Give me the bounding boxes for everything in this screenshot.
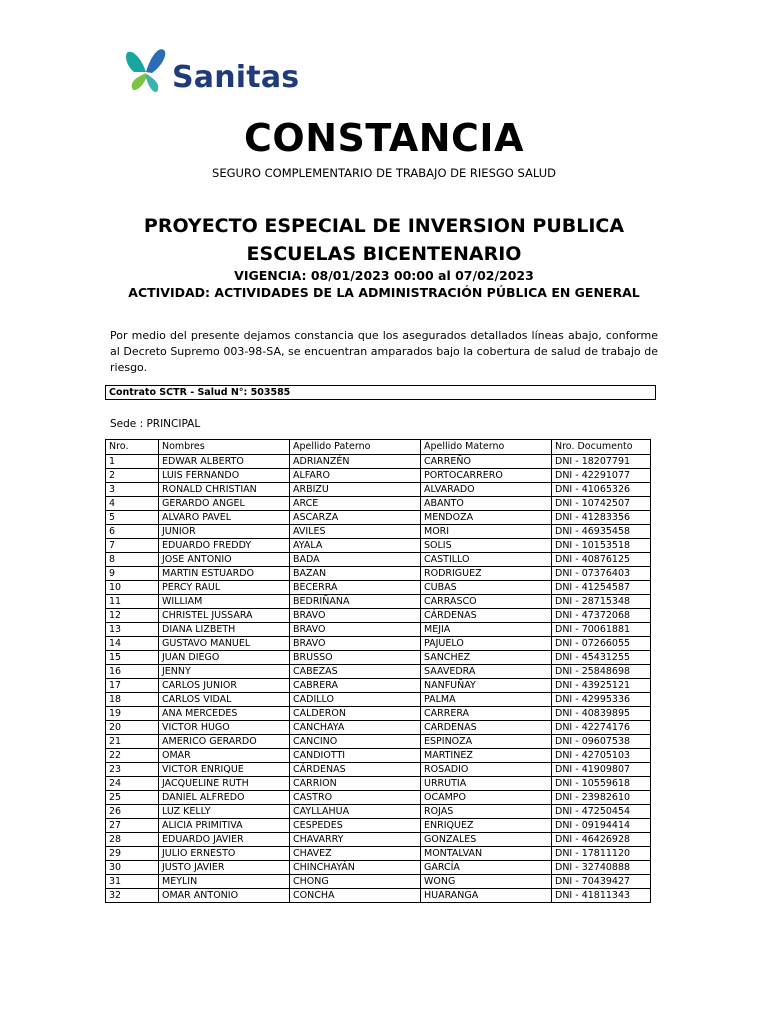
cell-nombres: EDUARDO FREDDY bbox=[159, 539, 290, 553]
cell-nombres: DIANA LIZBETH bbox=[159, 623, 290, 637]
cell-apellido-materno: CASTILLO bbox=[421, 553, 552, 567]
table-row bbox=[106, 581, 651, 595]
cell-apellido-materno: ENRIQUEZ bbox=[421, 819, 552, 833]
cell-nombres: CARLOS JUNIOR bbox=[159, 679, 290, 693]
cell-documento: DNI - 41283356 bbox=[552, 511, 651, 525]
cell-apellido-materno: ABANTO bbox=[421, 497, 552, 511]
cell-apellido-materno: CUBAS bbox=[421, 581, 552, 595]
cell-documento: DNI - 42274176 bbox=[552, 721, 651, 735]
cell-nro: 17 bbox=[106, 679, 159, 693]
cell-apellido-paterno: CHINCHAYÁN bbox=[290, 861, 421, 875]
table-row bbox=[106, 805, 651, 819]
cell-apellido-paterno: CANCINO bbox=[290, 735, 421, 749]
cell-documento: DNI - 42705103 bbox=[552, 749, 651, 763]
cell-nombres: LUZ KELLY bbox=[159, 805, 290, 819]
cell-documento: DNI - 70439427 bbox=[552, 875, 651, 889]
cell-apellido-paterno: CAYLLAHUA bbox=[290, 805, 421, 819]
table-row bbox=[106, 847, 651, 861]
table-row bbox=[106, 511, 651, 525]
cell-apellido-materno: WONG bbox=[421, 875, 552, 889]
cell-apellido-paterno: BECERRA bbox=[290, 581, 421, 595]
cell-documento: DNI - 32740888 bbox=[552, 861, 651, 875]
cell-nombres: JACQUELINE RUTH bbox=[159, 777, 290, 791]
cell-documento: DNI - 23982610 bbox=[552, 791, 651, 805]
cell-apellido-paterno: BAZAN bbox=[290, 567, 421, 581]
cell-apellido-materno: CARREÑO bbox=[421, 455, 552, 469]
cell-apellido-paterno: CARRION bbox=[290, 777, 421, 791]
table-row bbox=[106, 637, 651, 651]
cell-apellido-paterno: ADRIANZÉN bbox=[290, 455, 421, 469]
cell-apellido-paterno: CABRERA bbox=[290, 679, 421, 693]
table-row bbox=[106, 791, 651, 805]
cell-apellido-materno: CARRERA bbox=[421, 707, 552, 721]
cell-documento: DNI - 07266055 bbox=[552, 637, 651, 651]
cell-apellido-materno: MEJIA bbox=[421, 623, 552, 637]
cell-documento: DNI - 10153518 bbox=[552, 539, 651, 553]
header-nro-documento: Nro. Documento bbox=[552, 440, 651, 455]
table-header-row bbox=[106, 440, 651, 455]
cell-nombres: MEYLIN bbox=[159, 875, 290, 889]
table-row bbox=[106, 609, 651, 623]
cell-nombres: JULIO ERNESTO bbox=[159, 847, 290, 861]
table-row bbox=[106, 553, 651, 567]
cell-nombres: ALICIA PRIMITIVA bbox=[159, 819, 290, 833]
cell-nro: 14 bbox=[106, 637, 159, 651]
table-row bbox=[106, 497, 651, 511]
cell-apellido-materno: ROJAS bbox=[421, 805, 552, 819]
cell-apellido-materno: OCAMPO bbox=[421, 791, 552, 805]
cell-nro: 20 bbox=[106, 721, 159, 735]
table-row bbox=[106, 693, 651, 707]
cell-documento: DNI - 47250454 bbox=[552, 805, 651, 819]
table-row bbox=[106, 483, 651, 497]
cell-documento: DNI - 25848698 bbox=[552, 665, 651, 679]
cell-documento: DNI - 28715348 bbox=[552, 595, 651, 609]
cell-nombres: OMAR bbox=[159, 749, 290, 763]
cell-nro: 11 bbox=[106, 595, 159, 609]
cell-apellido-materno: MONTALVAN bbox=[421, 847, 552, 861]
cell-apellido-paterno: BRAVO bbox=[290, 637, 421, 651]
table-row bbox=[106, 721, 651, 735]
table-row bbox=[106, 469, 651, 483]
table-row bbox=[106, 777, 651, 791]
cell-apellido-materno: HUARANGA bbox=[421, 889, 552, 903]
cell-nro: 24 bbox=[106, 777, 159, 791]
cell-apellido-paterno: CADILLO bbox=[290, 693, 421, 707]
cell-nombres: JUAN DIEGO bbox=[159, 651, 290, 665]
cell-nro: 23 bbox=[106, 763, 159, 777]
intro-paragraph: Por medio del presente dejamos constancia que los asegurados detallados líneas abajo, conforme al Decreto Supremo 003-98-SA, se encuentran amparados bajo la cobertura de salud de trabajo de riesgo. bbox=[110, 329, 658, 374]
butterfly-icon bbox=[124, 46, 168, 98]
table-row bbox=[106, 651, 651, 665]
table-row bbox=[106, 665, 651, 679]
cell-apellido-paterno: CHONG bbox=[290, 875, 421, 889]
cell-nro: 18 bbox=[106, 693, 159, 707]
cell-nro: 15 bbox=[106, 651, 159, 665]
cell-documento: DNI - 18207791 bbox=[552, 455, 651, 469]
cell-documento: DNI - 42995336 bbox=[552, 693, 651, 707]
cell-nro: 3 bbox=[106, 483, 159, 497]
sanitas-logo bbox=[124, 46, 300, 98]
cell-apellido-materno: ROSADIO bbox=[421, 763, 552, 777]
cell-documento: DNI - 17811120 bbox=[552, 847, 651, 861]
logo-text: Sanitas bbox=[172, 60, 300, 95]
cell-documento: DNI - 45431255 bbox=[552, 651, 651, 665]
cell-apellido-paterno: CANCHAYA bbox=[290, 721, 421, 735]
cell-nombres: VICTOR ENRIQUE bbox=[159, 763, 290, 777]
cell-nro: 7 bbox=[106, 539, 159, 553]
cell-apellido-paterno: BADA bbox=[290, 553, 421, 567]
cell-documento: DNI - 41254587 bbox=[552, 581, 651, 595]
cell-apellido-paterno: BRAVO bbox=[290, 609, 421, 623]
cell-documento: DNI - 41811343 bbox=[552, 889, 651, 903]
header-apellido-materno: Apellido Materno bbox=[421, 440, 552, 455]
cell-apellido-paterno: AVILES bbox=[290, 525, 421, 539]
cell-nro: 1 bbox=[106, 455, 159, 469]
cell-nombres: JOSE ANTONIO bbox=[159, 553, 290, 567]
cell-documento: DNI - 43925121 bbox=[552, 679, 651, 693]
cell-apellido-paterno: CONCHA bbox=[290, 889, 421, 903]
cell-nombres: JENNY bbox=[159, 665, 290, 679]
cell-nombres: CHRISTEL JUSSARA bbox=[159, 609, 290, 623]
cell-apellido-materno: URRUTIA bbox=[421, 777, 552, 791]
cell-nro: 8 bbox=[106, 553, 159, 567]
cell-nombres: LUIS FERNANDO bbox=[159, 469, 290, 483]
cell-nombres: AMERICO GERARDO bbox=[159, 735, 290, 749]
cell-apellido-materno: CÁRDENAS bbox=[421, 609, 552, 623]
cell-apellido-paterno: CALDERON bbox=[290, 707, 421, 721]
cell-apellido-paterno: ASCARZA bbox=[290, 511, 421, 525]
page-subtitle: SEGURO COMPLEMENTARIO DE TRABAJO DE RIESGO SALUD bbox=[212, 166, 556, 180]
cell-nombres: ANA MERCEDES bbox=[159, 707, 290, 721]
cell-apellido-materno: CARDENAS bbox=[421, 721, 552, 735]
table-row bbox=[106, 595, 651, 609]
cell-apellido-paterno: CHAVARRY bbox=[290, 833, 421, 847]
cell-nombres: RONALD CHRISTIAN bbox=[159, 483, 290, 497]
cell-documento: DNI - 09194414 bbox=[552, 819, 651, 833]
project-name: PROYECTO ESPECIAL DE INVERSION PUBLICA ESCUELAS BICENTENARIO bbox=[143, 215, 625, 265]
cell-apellido-paterno: ARCE bbox=[290, 497, 421, 511]
cell-documento: DNI - 47372068 bbox=[552, 609, 651, 623]
cell-nombres: JUNIOR bbox=[159, 525, 290, 539]
cell-nombres: GERARDO ANGEL bbox=[159, 497, 290, 511]
cell-nro: 2 bbox=[106, 469, 159, 483]
cell-nombres: WILLIAM bbox=[159, 595, 290, 609]
cell-apellido-materno: ESPINOZA bbox=[421, 735, 552, 749]
actividad-line: ACTIVIDAD: ACTIVIDADES DE LA ADMINISTRACIÓN PÚBLICA EN GENERAL bbox=[128, 285, 640, 300]
cell-apellido-paterno: BEDRIÑANA bbox=[290, 595, 421, 609]
cell-nombres: GUSTAVO MANUEL bbox=[159, 637, 290, 651]
cell-apellido-paterno: AYALA bbox=[290, 539, 421, 553]
cell-nombres: MARTIN ESTUARDO bbox=[159, 567, 290, 581]
table-row bbox=[106, 833, 651, 847]
table-row bbox=[106, 875, 651, 889]
cell-nro: 10 bbox=[106, 581, 159, 595]
cell-nombres: OMAR ANTONIO bbox=[159, 889, 290, 903]
cell-documento: DNI - 46935458 bbox=[552, 525, 651, 539]
table-body bbox=[106, 455, 651, 903]
cell-apellido-materno: MENDOZA bbox=[421, 511, 552, 525]
cell-apellido-paterno: CHAVEZ bbox=[290, 847, 421, 861]
cell-nombres: EDWAR ALBERTO bbox=[159, 455, 290, 469]
cell-nro: 12 bbox=[106, 609, 159, 623]
cell-apellido-paterno: CÁRDENAS bbox=[290, 763, 421, 777]
cell-apellido-paterno: BRUSSO bbox=[290, 651, 421, 665]
cell-nro: 16 bbox=[106, 665, 159, 679]
table-row bbox=[106, 567, 651, 581]
cell-nombres: VICTOR HUGO bbox=[159, 721, 290, 735]
cell-apellido-materno: ALVARADO bbox=[421, 483, 552, 497]
cell-nro: 6 bbox=[106, 525, 159, 539]
table-row bbox=[106, 539, 651, 553]
cell-nombres: CARLOS VIDAL bbox=[159, 693, 290, 707]
table-row bbox=[106, 525, 651, 539]
cell-apellido-materno: CARRASCO bbox=[421, 595, 552, 609]
cell-apellido-materno: NANFUÑAY bbox=[421, 679, 552, 693]
table-row bbox=[106, 749, 651, 763]
cell-apellido-paterno: ALFARO bbox=[290, 469, 421, 483]
cell-nro: 26 bbox=[106, 805, 159, 819]
table-row bbox=[106, 735, 651, 749]
contract-number-box: Contrato SCTR - Salud N°: 503585 bbox=[105, 385, 656, 400]
cell-nro: 21 bbox=[106, 735, 159, 749]
cell-apellido-materno: SOLIS bbox=[421, 539, 552, 553]
cell-apellido-materno: PAJUELO bbox=[421, 637, 552, 651]
header-nombres: Nombres bbox=[159, 440, 290, 455]
cell-nombres: JUSTO JAVIER bbox=[159, 861, 290, 875]
header-apellido-paterno: Apellido Paterno bbox=[290, 440, 421, 455]
cell-documento: DNI - 10559618 bbox=[552, 777, 651, 791]
cell-documento: DNI - 10742507 bbox=[552, 497, 651, 511]
cell-documento: DNI - 46426928 bbox=[552, 833, 651, 847]
sede-label: Sede : PRINCIPAL bbox=[110, 418, 201, 430]
table-row bbox=[106, 455, 651, 469]
cell-nro: 19 bbox=[106, 707, 159, 721]
cell-apellido-paterno: CASTRO bbox=[290, 791, 421, 805]
cell-documento: DNI - 09607538 bbox=[552, 735, 651, 749]
table-row bbox=[106, 623, 651, 637]
cell-apellido-materno: SAAVEDRA bbox=[421, 665, 552, 679]
cell-apellido-paterno: ARBIZU bbox=[290, 483, 421, 497]
cell-nro: 13 bbox=[106, 623, 159, 637]
cell-nro: 25 bbox=[106, 791, 159, 805]
table-row bbox=[106, 763, 651, 777]
header-nro: Nro. bbox=[106, 440, 159, 455]
cell-documento: DNI - 07376403 bbox=[552, 567, 651, 581]
cell-documento: DNI - 70061881 bbox=[552, 623, 651, 637]
cell-nro: 27 bbox=[106, 819, 159, 833]
table-row bbox=[106, 679, 651, 693]
cell-nombres: PERCY RAUL bbox=[159, 581, 290, 595]
cell-apellido-materno: MORI bbox=[421, 525, 552, 539]
cell-nro: 32 bbox=[106, 889, 159, 903]
cell-apellido-paterno: CABEZAS bbox=[290, 665, 421, 679]
table-row bbox=[106, 861, 651, 875]
cell-nombres: DANIEL ALFREDO bbox=[159, 791, 290, 805]
page-title: CONSTANCIA bbox=[244, 116, 524, 160]
cell-documento: DNI - 41065326 bbox=[552, 483, 651, 497]
table-row bbox=[106, 819, 651, 833]
cell-documento: DNI - 41909807 bbox=[552, 763, 651, 777]
cell-apellido-paterno: BRAVO bbox=[290, 623, 421, 637]
cell-documento: DNI - 42291077 bbox=[552, 469, 651, 483]
cell-apellido-materno: GARCÍA bbox=[421, 861, 552, 875]
cell-documento: DNI - 40839895 bbox=[552, 707, 651, 721]
cell-apellido-materno: PORTOCARRERO bbox=[421, 469, 552, 483]
table-row bbox=[106, 889, 651, 903]
vigencia-line: VIGENCIA: 08/01/2023 00:00 al 07/02/2023 bbox=[234, 268, 534, 283]
cell-apellido-materno: MARTINEZ bbox=[421, 749, 552, 763]
cell-apellido-materno: RODRIGUEZ bbox=[421, 567, 552, 581]
cell-nro: 9 bbox=[106, 567, 159, 581]
cell-nombres: ALVARO PAVEL bbox=[159, 511, 290, 525]
cell-nro: 28 bbox=[106, 833, 159, 847]
cell-apellido-materno: GONZALES bbox=[421, 833, 552, 847]
cell-nro: 29 bbox=[106, 847, 159, 861]
cell-documento: DNI - 40876125 bbox=[552, 553, 651, 567]
cell-nro: 30 bbox=[106, 861, 159, 875]
insured-table bbox=[105, 439, 651, 903]
cell-nombres: EDUARDO JAVIER bbox=[159, 833, 290, 847]
cell-apellido-paterno: CESPEDES bbox=[290, 819, 421, 833]
cell-nro: 22 bbox=[106, 749, 159, 763]
table-row bbox=[106, 707, 651, 721]
cell-apellido-materno: PALMA bbox=[421, 693, 552, 707]
cell-nro: 31 bbox=[106, 875, 159, 889]
cell-nro: 4 bbox=[106, 497, 159, 511]
cell-nro: 5 bbox=[106, 511, 159, 525]
cell-apellido-materno: SANCHEZ bbox=[421, 651, 552, 665]
cell-apellido-paterno: CANDIOTTI bbox=[290, 749, 421, 763]
